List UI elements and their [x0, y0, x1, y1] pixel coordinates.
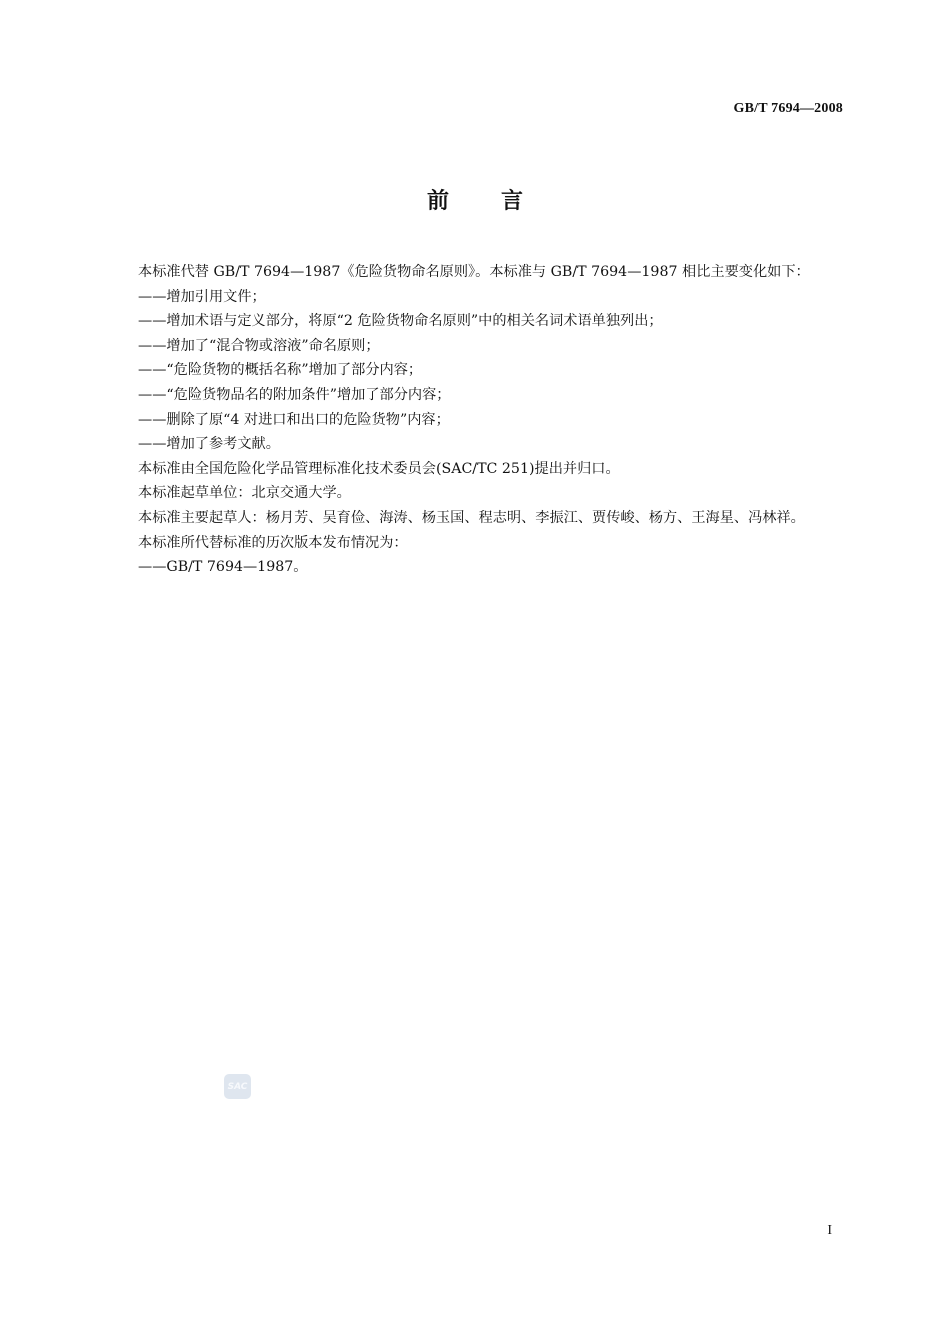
page-number: I: [827, 1223, 832, 1238]
document-body: [109, 260, 843, 580]
list-item: ——增加了“混合物或溶液”命名原则；: [138, 337, 380, 354]
standard-code: GB/T 7694—2008: [733, 101, 843, 116]
list-item: ——删除了原“4 对进口和出口的危险货物”内容；: [138, 411, 450, 428]
list-item: ——“危险货物的概括名称”增加了部分内容；: [138, 362, 423, 379]
page-title: 前言: [426, 189, 575, 214]
drafting-unit-paragraph: 本标准起草单位：北京交通大学。: [138, 485, 351, 502]
list-item: ——增加术语与定义部分，将原“2 危险货物命名原则”中的相关名词术语单独列出；: [138, 313, 663, 330]
committee-paragraph: 本标准由全国危险化学品管理标准化技术委员会(SAC/TC 251)提出并归口。: [138, 460, 620, 477]
list-item: ——增加引用文件；: [138, 288, 266, 305]
list-item: ——增加了参考文献。: [138, 436, 280, 453]
list-item: ——GB/T 7694—1987。: [138, 559, 308, 576]
intro-paragraph: 本标准代替 GB/T 7694—1987《危险货物命名原则》。本标准与 GB/T 7694—1987 相比主要变化如下：: [138, 264, 810, 280]
drafters-paragraph: 本标准主要起草人：杨月芳、吴育俭、海涛、杨玉国、程志明、李振江、贾传峻、杨方、王海星、冯林祥。: [138, 509, 805, 526]
history-intro-paragraph: 本标准所代替标准的历次版本发布情况为：: [138, 534, 408, 551]
list-item: ——“危险货物品名的附加条件”增加了部分内容；: [138, 386, 451, 403]
sac-logo-icon: SAC: [224, 1074, 251, 1099]
